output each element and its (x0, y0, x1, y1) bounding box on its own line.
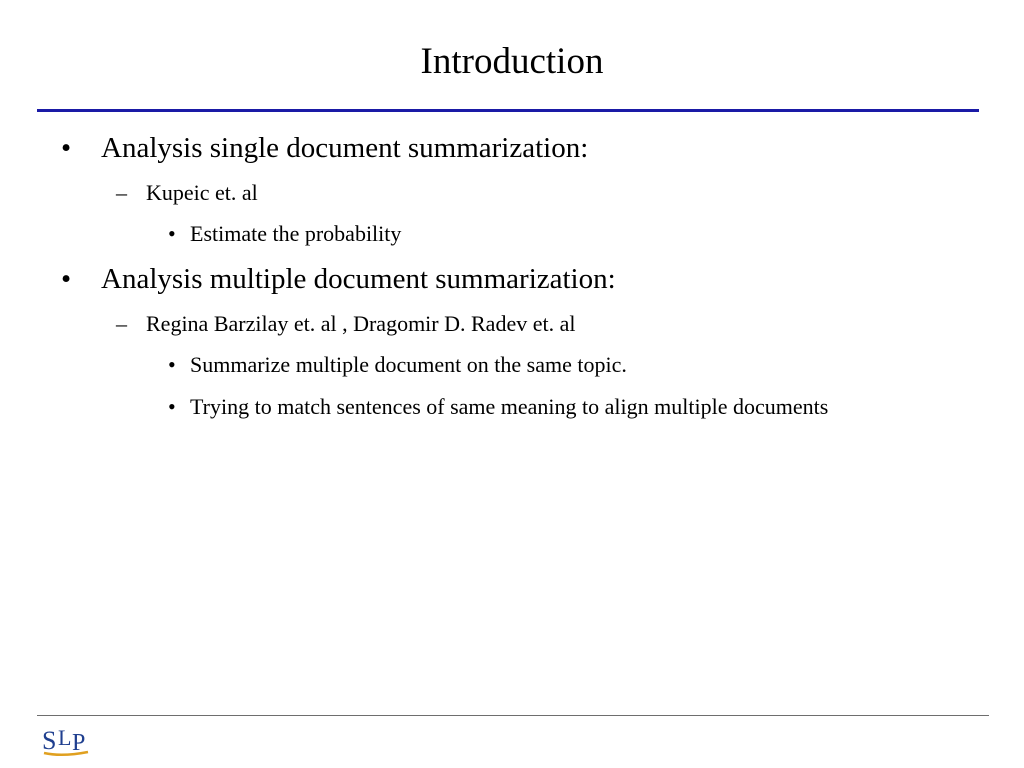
bullet-marker: • (168, 221, 176, 246)
bullet-item-level-1 (61, 262, 616, 296)
bullet-text: Estimate the probability (190, 221, 402, 246)
title-divider (37, 109, 979, 112)
bullet-text: Summarize multiple document on the same topic. (190, 352, 627, 377)
slp-logo-icon (42, 724, 94, 758)
bullet-text: Kupeic et. al (146, 180, 258, 205)
bullet-text: Analysis multiple document summarization: (101, 263, 616, 295)
bullet-item-level-1 (61, 131, 589, 165)
bullet-marker: • (168, 352, 176, 377)
footer-divider (37, 715, 989, 716)
bullet-item-level-3 (168, 391, 910, 423)
bullet-item-level-2 (116, 180, 258, 206)
bullet-marker: • (61, 263, 72, 295)
bullet-marker: • (61, 132, 72, 164)
bullet-text: Regina Barzilay et. al , Dragomir D. Radev et. al (146, 311, 576, 336)
bullet-item-level-3 (168, 349, 627, 381)
slide-title: Introduction (420, 41, 604, 82)
bullet-text: Trying to match sentences of same meaning to align multiple documents (190, 394, 829, 419)
bullet-item-level-2 (116, 311, 576, 337)
logo-letter-s: S (42, 726, 57, 755)
dash-marker: – (116, 311, 127, 336)
logo-letter-l: L (58, 725, 72, 750)
dash-marker: – (116, 180, 127, 205)
bullet-item-level-3 (168, 218, 402, 250)
bullet-marker: • (168, 394, 176, 419)
logo-letter-p: P (72, 730, 86, 756)
bullet-text: Analysis single document summarization: (101, 132, 589, 164)
